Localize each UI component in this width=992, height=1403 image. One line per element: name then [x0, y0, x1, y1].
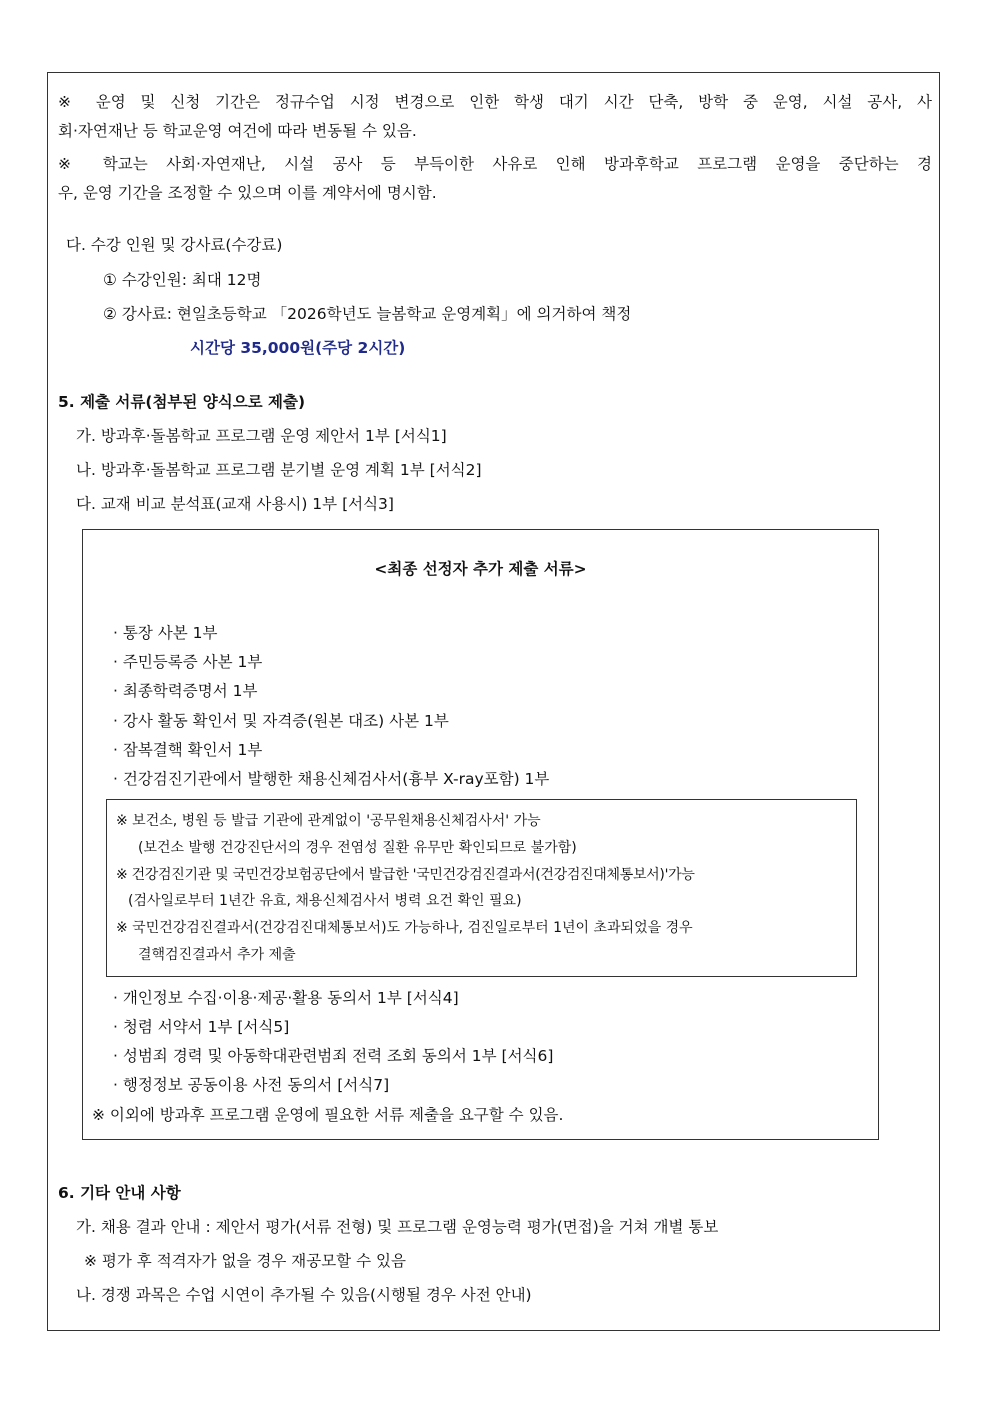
- final-documents-footer-note: ※ 이외에 방과후 프로그램 운영에 필요한 서류 제출을 요구할 수 있음.: [92, 1106, 564, 1124]
- final-document-item: · 행정정보 공동이용 사전 동의서 [서식7]: [113, 1076, 390, 1094]
- notice-1-line-2: 회·자연재난 등 학교운영 여건에 따라 변동될 수 있음.: [58, 122, 417, 140]
- notice-2-line-2: 우, 운영 기간을 조정할 수 있으며 이를 계약서에 명시함.: [58, 184, 437, 202]
- section-5-title: 5. 제출 서류(첨부된 양식으로 제출): [58, 393, 306, 411]
- health-note-line: ※ 국민건강검진결과서(건강검진대체통보서)도 가능하나, 검진일로부터 1년이 초과되었을 경우: [116, 920, 693, 936]
- notice-2-line-1: ※ 학교는 사회·자연재난, 시설 공사 등 부득이한 사유로 인해 방과후학교 프로그램 운영을 중단하는 경: [58, 155, 932, 173]
- final-document-item: · 개인정보 수집·이용·제공·활용 동의서 1부 [서식4]: [113, 989, 459, 1007]
- final-document-item: · 청렴 서약서 1부 [서식5]: [113, 1018, 290, 1036]
- final-document-item: · 잠복결핵 확인서 1부: [113, 741, 263, 759]
- final-document-item: · 강사 활동 확인서 및 자격증(원본 대조) 사본 1부: [113, 712, 449, 730]
- section-6-item-2: 나. 경쟁 과목은 수업 시연이 추가될 수 있음(시행될 경우 사전 안내): [76, 1286, 532, 1304]
- final-document-item: · 건강검진기관에서 발행한 채용신체검사서(흉부 X-ray포함) 1부: [113, 770, 550, 788]
- instructor-rate: 시간당 35,000원(주당 2시간): [190, 339, 406, 357]
- section-da-item-1: ① 수강인원: 최대 12명: [103, 271, 262, 289]
- section-da-item-2: ② 강사료: 현일초등학교 「2026학년도 늘봄학교 운영계획」에 의거하여 책정: [103, 305, 632, 323]
- final-documents-title: <최종 선정자 추가 제출 서류>: [374, 560, 587, 578]
- final-document-item: · 주민등록증 사본 1부: [113, 653, 263, 671]
- final-document-item: · 통장 사본 1부: [113, 624, 218, 642]
- section-5-item: 다. 교재 비교 분석표(교재 사용시) 1부 [서식3]: [76, 495, 394, 513]
- section-da-heading: 다. 수강 인원 및 강사료(수강료): [66, 236, 283, 254]
- final-document-item: · 성범죄 경력 및 아동학대관련범죄 전력 조회 동의서 1부 [서식6]: [113, 1047, 554, 1065]
- health-note-line: (보건소 발행 건강진단서의 경우 전염성 질환 유무만 확인되므로 불가함): [138, 840, 577, 856]
- section-6-item-1: 가. 채용 결과 안내 : 제안서 평가(서류 전형) 및 프로그램 운영능력 평가(면접)을 거쳐 개별 통보: [76, 1218, 719, 1236]
- section-5-item: 가. 방과후·돌봄학교 프로그램 운영 제안서 1부 [서식1]: [76, 427, 447, 445]
- section-6-title: 6. 기타 안내 사항: [58, 1184, 181, 1202]
- health-note-line: (검사일로부터 1년간 유효, 채용신체검사서 병력 요건 확인 필요): [128, 893, 522, 909]
- health-note-line: 결핵검진결과서 추가 제출: [138, 947, 296, 963]
- notice-1-line-1: ※ 운영 및 신청 기간은 정규수업 시정 변경으로 인한 학생 대기 시간 단축, 방학 중 운영, 시설 공사, 사: [58, 93, 932, 111]
- section-5-item: 나. 방과후·돌봄학교 프로그램 분기별 운영 계획 1부 [서식2]: [76, 461, 482, 479]
- final-document-item: · 최종학력증명서 1부: [113, 682, 258, 700]
- section-6-note: ※ 평가 후 적격자가 없을 경우 재공모할 수 있음: [84, 1252, 406, 1270]
- health-note-line: ※ 건강검진기관 및 국민건강보험공단에서 발급한 '국민건강검진결과서(건강검진대체통보서)'가능: [116, 867, 695, 883]
- health-note-line: ※ 보건소, 병원 등 발급 기관에 관계없이 '공무원채용신체검사서' 가능: [116, 813, 541, 829]
